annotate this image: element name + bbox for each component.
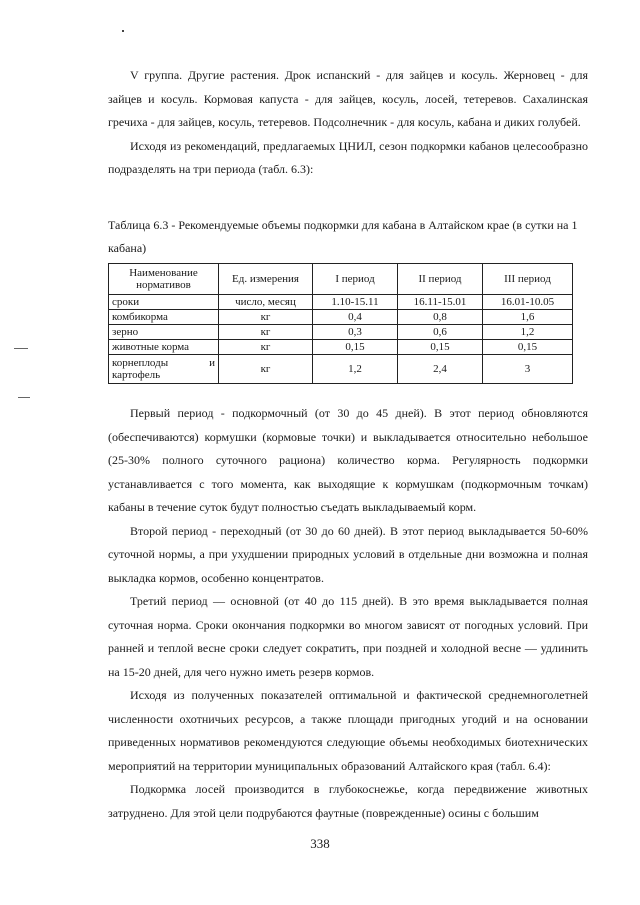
- table-cell: кг: [219, 310, 313, 325]
- paragraph: Первый период - подкормочный (от 30 до 45 дней). В этот период обновляются (обеспечиваются) кормушки (кормовые точки) и выкладывается относительно небольшое (25-30% полного суточного рациона) количество корма. Регулярность подкормки устанавливается с того момента, как выходящие к кормушкам (подкормочным точкам) кабаны в течение суток будут полностью съедать выкладываемый корм.: [108, 406, 588, 514]
- table-cell: 0,8: [398, 310, 483, 325]
- paragraph: Третий период — основной (от 40 до 115 дней). В это время выкладывается полная суточная норма. Сроки окончания подкормки во многом зависят от погодных условий. При ранней и теплой весне сроки следует сократить, при поздней и холодной весне — удлинить на 15-20 дней, для чего нужно иметь резерв кормов.: [108, 594, 588, 679]
- table-header-cell: I период: [313, 264, 398, 295]
- table-cell: кг: [219, 355, 313, 384]
- table-cell: 0,15: [398, 340, 483, 355]
- margin-mark: [14, 348, 28, 349]
- table-caption: Таблица 6.3 - Рекомендуемые объемы подкормки для кабана в Алтайском крае (в сутки на 1 кабана): [108, 218, 578, 255]
- table-cell: 1,2: [483, 325, 573, 340]
- table-cell: кг: [219, 325, 313, 340]
- table-cell: 0,6: [398, 325, 483, 340]
- paragraph: Второй период - переходный (от 30 до 60 дней). В этот период выкладывается 50-60% суточной нормы, а при ухудшении природных условий в отдельные дни возможна и полная выкладка кормов, особенно концентратов.: [108, 523, 588, 585]
- norms-table: [108, 263, 573, 384]
- body-text-bottom: [108, 402, 588, 825]
- scan-speck: [122, 30, 124, 32]
- table-cell: 0,4: [313, 310, 398, 325]
- table-cell: животные корма: [109, 340, 219, 355]
- table-cell: 1.10-15.11: [313, 295, 398, 310]
- table-row: [109, 295, 573, 310]
- table-cell: число, месяц: [219, 295, 313, 310]
- table-cell: комбикорма: [109, 310, 219, 325]
- table-header-cell: Наименование нормативов: [109, 264, 219, 295]
- page-number: 338: [310, 836, 330, 851]
- table-cell: 2,4: [398, 355, 483, 384]
- table-cell: 1,6: [483, 310, 573, 325]
- table-cell: 1,2: [313, 355, 398, 384]
- table-header-row: [109, 264, 573, 295]
- body-text-top: [108, 64, 588, 182]
- table-header-cell: Ед. измерения: [219, 264, 313, 295]
- paragraph: V группа. Другие растения. Дрок испанский - для зайцев и косуль. Жерновец - для зайцев и косуль. Кормовая капуста - для зайцев, косуль, лосей, тетеревов. Сахалинская гречиха - для зайцев, косуль, тетеревов. Подсолнечник - для косуль, кабана и диких голубей.: [108, 68, 588, 129]
- table-cell: зерно: [109, 325, 219, 340]
- paragraph: Исходя из полученных показателей оптимальной и фактической среднемноголетней численности охотничьих ресурсов, а также площади пригодных угодий и на основании приведенных нормативов рекомендуются следующие объемы необходимых биотехнических мероприятий на территории муниципальных образований Алтайского края (табл. 6.4):: [108, 688, 588, 773]
- table-row: [109, 355, 573, 384]
- table-row: [109, 340, 573, 355]
- margin-mark: [18, 397, 30, 398]
- table-cell: 0,3: [313, 325, 398, 340]
- table-cell: корнеплоды и картофель: [109, 355, 219, 384]
- table-cell: 3: [483, 355, 573, 384]
- table-header-cell: II период: [398, 264, 483, 295]
- table-cell: сроки: [109, 295, 219, 310]
- table-row: [109, 310, 573, 325]
- paragraph: Подкормка лосей производится в глубокоснежье, когда передвижение животных затруднено. Для этой цели подрубаются фаутные (поврежденные) осины с большим: [108, 782, 588, 820]
- table-cell: 0,15: [483, 340, 573, 355]
- table-cell: 16.11-15.01: [398, 295, 483, 310]
- paragraph: Исходя из рекомендаций, предлагаемых ЦНИЛ, сезон подкормки кабанов целесообразно подразделять на три периода (табл. 6.3):: [108, 138, 588, 176]
- table-cell: кг: [219, 340, 313, 355]
- table-cell: 16.01-10.05: [483, 295, 573, 310]
- table-cell: 0,15: [313, 340, 398, 355]
- table-row: [109, 325, 573, 340]
- table-header-cell: III период: [483, 264, 573, 295]
